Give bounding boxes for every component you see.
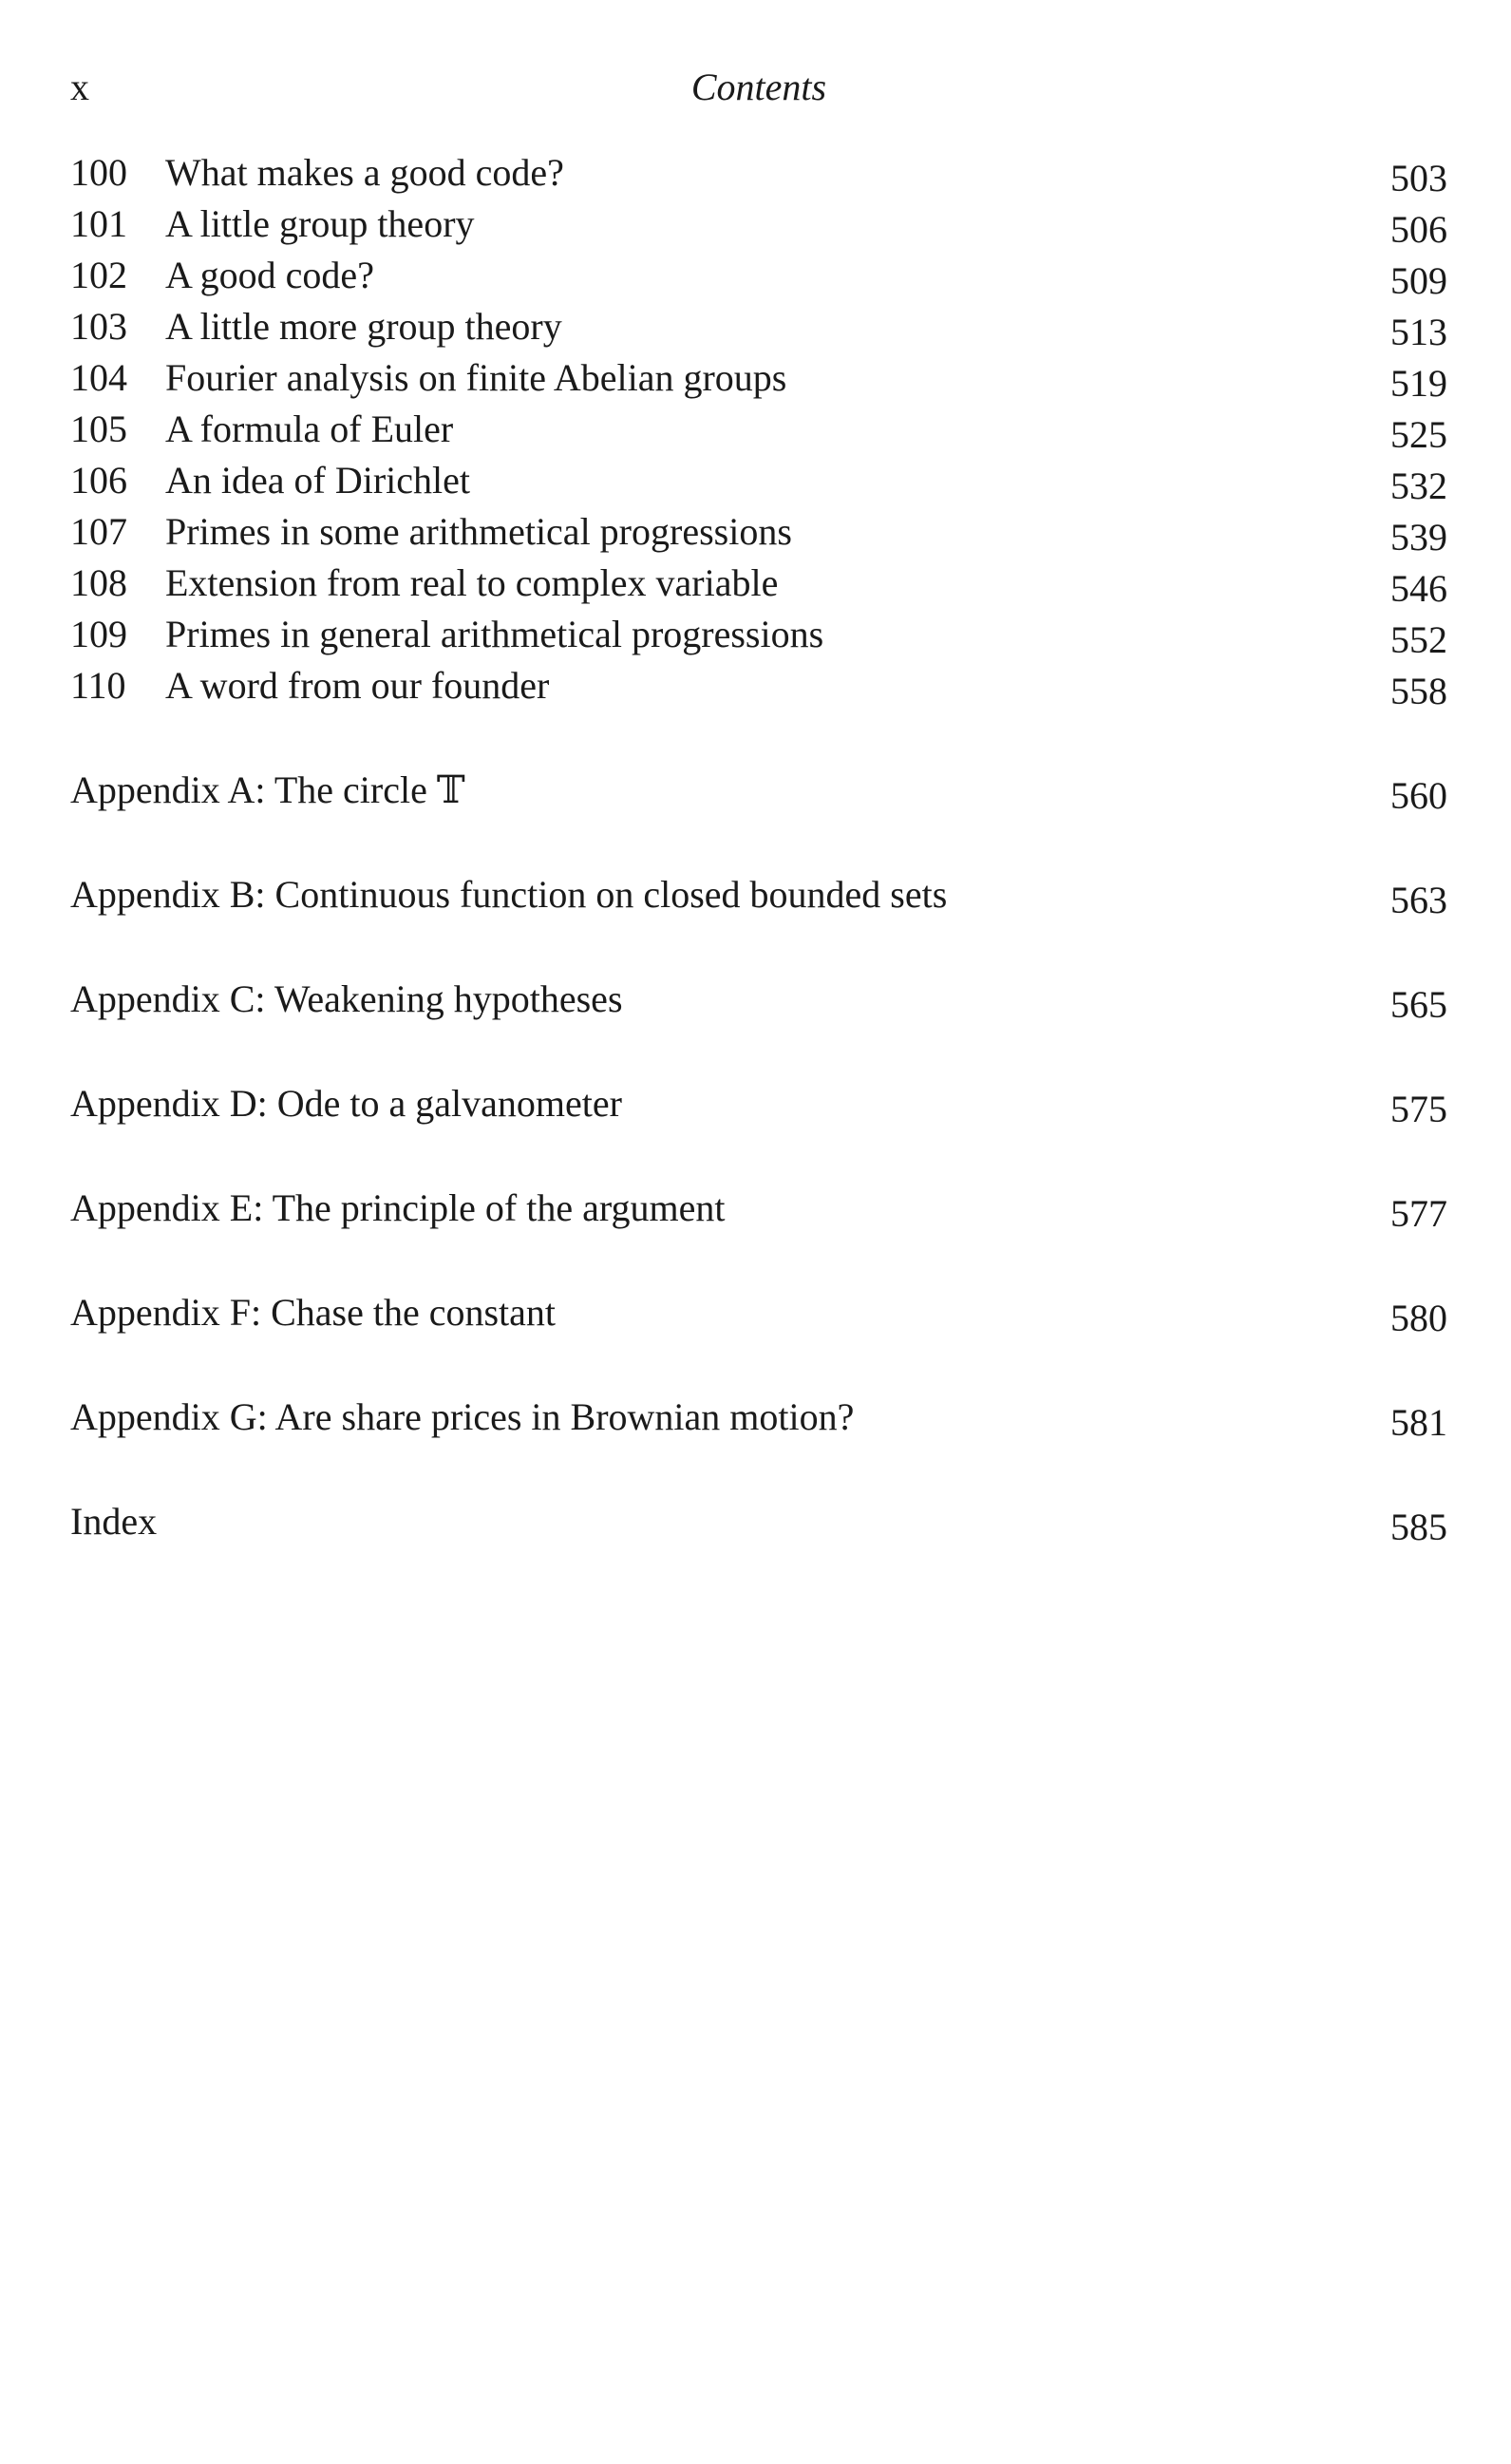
chapter-page: 539 — [1390, 516, 1447, 559]
chapter-number: 110 — [70, 664, 126, 707]
chapter-number: 100 — [70, 151, 127, 194]
chapter-number: 105 — [70, 408, 127, 450]
appendix-page: 580 — [1390, 1297, 1447, 1339]
running-title: Contents — [690, 66, 827, 108]
appendix-title: Appendix G: Are share prices in Brownian motion? — [70, 1395, 855, 1438]
chapter-title: Extension from real to complex variable — [165, 561, 779, 604]
chapter-title: A little group theory — [165, 202, 475, 245]
chapter-page: 525 — [1390, 413, 1447, 456]
chapter-number: 106 — [70, 459, 127, 502]
toc-entry-appendix-f[interactable] — [70, 1287, 1447, 1338]
chapter-title: A formula of Euler — [165, 408, 454, 450]
chapter-title: An idea of Dirichlet — [165, 459, 470, 502]
appendix-title: Appendix D: Ode to a galvanometer — [70, 1082, 622, 1125]
chapter-number: 109 — [70, 613, 127, 655]
chapter-title: What makes a good code? — [165, 151, 564, 194]
chapter-page: 519 — [1390, 362, 1447, 405]
running-head — [70, 59, 1447, 116]
chapter-page: 546 — [1390, 567, 1447, 610]
chapter-page: 558 — [1390, 670, 1447, 712]
page-number: x — [70, 66, 89, 108]
toc-entry-chapter[interactable] — [70, 609, 1447, 660]
appendix-page: 560 — [1390, 774, 1447, 817]
toc-entry-index[interactable] — [70, 1496, 1447, 1547]
chapter-number: 107 — [70, 510, 127, 553]
appendix-title: Appendix F: Chase the constant — [70, 1291, 557, 1334]
chapter-title: A word from our founder — [165, 664, 550, 707]
appendix-page: 575 — [1390, 1088, 1447, 1130]
appendix-page: 581 — [1390, 1401, 1447, 1444]
toc-entry-appendix-g[interactable] — [70, 1392, 1447, 1443]
toc-entry-chapter[interactable] — [70, 250, 1447, 301]
appendix-page: 563 — [1390, 879, 1447, 921]
toc-entry-chapter[interactable] — [70, 352, 1447, 404]
chapter-number: 103 — [70, 305, 127, 348]
index-page: 585 — [1390, 1506, 1447, 1548]
chapter-page: 506 — [1390, 208, 1447, 251]
toc-entry-appendix-c[interactable] — [70, 974, 1447, 1025]
appendix-title: Appendix E: The principle of the argument — [70, 1186, 726, 1229]
chapter-title: Primes in general arithmetical progressions — [165, 613, 824, 655]
chapter-title: A little more group theory — [165, 305, 562, 348]
index-title: Index — [70, 1500, 158, 1543]
appendix-title: Appendix B: Continuous function on closed bounded sets — [70, 873, 948, 916]
chapter-number: 101 — [70, 202, 127, 245]
toc-entry-appendix-a[interactable] — [70, 765, 1447, 816]
chapter-title: Fourier analysis on finite Abelian groups — [165, 356, 787, 399]
toc-entry-chapter[interactable] — [70, 506, 1447, 558]
chapter-title: Primes in some arithmetical progressions — [165, 510, 792, 553]
chapter-number: 108 — [70, 561, 127, 604]
appendix-page: 565 — [1390, 983, 1447, 1026]
chapter-page: 509 — [1390, 259, 1447, 302]
chapter-page: 513 — [1390, 311, 1447, 353]
chapter-page: 532 — [1390, 464, 1447, 507]
toc-entry-chapter[interactable] — [70, 199, 1447, 250]
toc-entry-chapter[interactable] — [70, 660, 1447, 711]
toc-entry-chapter[interactable] — [70, 404, 1447, 455]
appendix-title: Appendix A: The circle 𝕋 — [70, 768, 465, 811]
chapter-number: 104 — [70, 356, 127, 399]
toc-entry-appendix-b[interactable] — [70, 869, 1447, 920]
toc-entry-appendix-e[interactable] — [70, 1183, 1447, 1234]
chapter-title: A good code? — [165, 254, 374, 296]
toc-entry-chapter[interactable] — [70, 147, 1447, 199]
appendix-page: 577 — [1390, 1192, 1447, 1235]
chapter-number: 102 — [70, 254, 127, 296]
toc-entry-appendix-d[interactable] — [70, 1078, 1447, 1129]
chapter-page: 552 — [1390, 618, 1447, 661]
toc-entry-chapter[interactable] — [70, 301, 1447, 352]
appendix-title: Appendix C: Weakening hypotheses — [70, 977, 623, 1020]
toc-entry-chapter[interactable] — [70, 558, 1447, 609]
chapter-page: 503 — [1390, 157, 1447, 199]
toc-entry-chapter[interactable] — [70, 455, 1447, 506]
